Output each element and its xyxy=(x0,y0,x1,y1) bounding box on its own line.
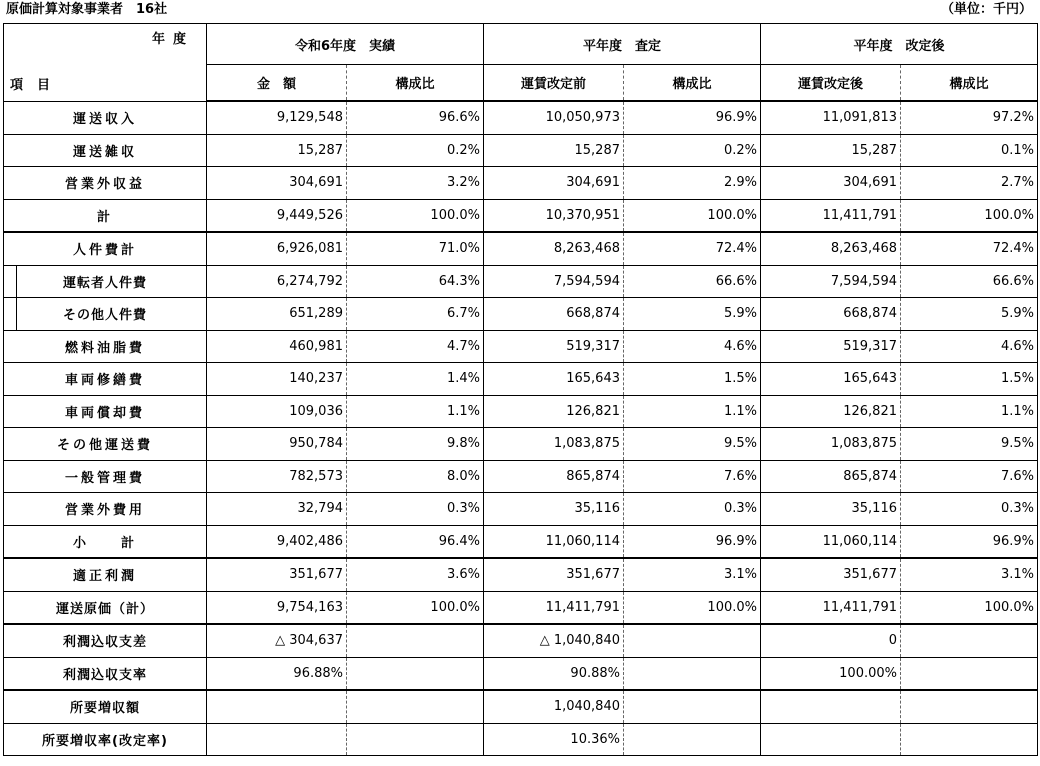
ratio-cell xyxy=(901,657,1038,690)
amount-cell xyxy=(207,723,347,756)
group-header: 平年度 査定 xyxy=(484,24,761,65)
amount-cell: 460,981 xyxy=(207,330,347,363)
ratio-cell: 96.4% xyxy=(347,525,484,558)
ratio-cell: 72.4% xyxy=(624,232,761,265)
row-label: 燃料油脂費 xyxy=(4,330,207,363)
ratio-cell: 3.1% xyxy=(624,558,761,591)
amount-cell: 351,677 xyxy=(484,558,624,591)
amount-cell: 668,874 xyxy=(484,298,624,331)
amount-cell: 950,784 xyxy=(207,428,347,461)
amount-cell: 1,083,875 xyxy=(484,428,624,461)
ratio-cell: 7.6% xyxy=(624,460,761,493)
ratio-cell: 100.0% xyxy=(901,199,1038,232)
table-row xyxy=(4,101,1038,134)
ratio-cell: 100.0% xyxy=(624,591,761,624)
ratio-cell: 7.6% xyxy=(901,460,1038,493)
amount-cell: 32,794 xyxy=(207,493,347,526)
amount-cell: 351,677 xyxy=(761,558,901,591)
amount-cell: 35,116 xyxy=(484,493,624,526)
ratio-cell: 0.3% xyxy=(347,493,484,526)
ratio-cell: 1.5% xyxy=(901,363,1038,396)
ratio-cell: 1.1% xyxy=(901,395,1038,428)
amount-cell: 10,370,951 xyxy=(484,199,624,232)
ratio-cell: 0.1% xyxy=(901,134,1038,167)
table-row xyxy=(4,395,1038,428)
ratio-cell: 0.2% xyxy=(624,134,761,167)
amount-cell: 126,821 xyxy=(484,395,624,428)
ratio-cell: 100.0% xyxy=(901,591,1038,624)
unit-label: （単位：千円） xyxy=(940,2,1032,17)
corner-year-label: 年度 xyxy=(151,32,194,47)
corner-header xyxy=(4,24,207,102)
ratio-cell: 4.6% xyxy=(624,330,761,363)
amount-cell: 11,411,791 xyxy=(484,591,624,624)
table-row xyxy=(4,428,1038,461)
header-row-groups xyxy=(4,24,1038,65)
amount-cell: 865,874 xyxy=(761,460,901,493)
amount-cell: 10,050,973 xyxy=(484,101,624,134)
amount-cell: 668,874 xyxy=(761,298,901,331)
amount-cell: △ 304,637 xyxy=(207,624,347,657)
amount-cell: 7,594,594 xyxy=(761,265,901,298)
sub-header: 構成比 xyxy=(347,65,484,102)
ratio-cell: 100.0% xyxy=(347,199,484,232)
amount-cell: 15,287 xyxy=(761,134,901,167)
ratio-cell: 9.5% xyxy=(624,428,761,461)
ratio-cell: 71.0% xyxy=(347,232,484,265)
ratio-cell: 96.9% xyxy=(624,101,761,134)
ratio-cell xyxy=(347,624,484,657)
table-row xyxy=(4,199,1038,232)
table-row xyxy=(4,723,1038,756)
amount-cell: 35,116 xyxy=(761,493,901,526)
group-header: 平年度 改定後 xyxy=(761,24,1038,65)
ratio-cell xyxy=(347,657,484,690)
amount-cell: 11,411,791 xyxy=(761,199,901,232)
ratio-cell: 0.3% xyxy=(901,493,1038,526)
amount-cell: 11,060,114 xyxy=(761,525,901,558)
amount-cell: 10.36% xyxy=(484,723,624,756)
row-label: 人件費計 xyxy=(4,232,207,265)
ratio-cell xyxy=(624,723,761,756)
row-label: 利潤込収支率 xyxy=(4,657,207,690)
ratio-cell xyxy=(901,723,1038,756)
row-label: 所要増収率(改定率) xyxy=(4,723,207,756)
amount-cell: 1,083,875 xyxy=(761,428,901,461)
ratio-cell: 3.6% xyxy=(347,558,484,591)
row-label: 運送収入 xyxy=(4,101,207,134)
amount-cell: 304,691 xyxy=(484,167,624,200)
amount-cell: 96.88% xyxy=(207,657,347,690)
amount-cell: 8,263,468 xyxy=(761,232,901,265)
ratio-cell xyxy=(901,624,1038,657)
amount-cell: 140,237 xyxy=(207,363,347,396)
amount-cell: 6,926,081 xyxy=(207,232,347,265)
ratio-cell: 0.3% xyxy=(624,493,761,526)
ratio-cell: 72.4% xyxy=(901,232,1038,265)
amount-cell: △ 1,040,840 xyxy=(484,624,624,657)
row-label: 一般管理費 xyxy=(4,460,207,493)
ratio-cell: 9.8% xyxy=(347,428,484,461)
amount-cell: 11,411,791 xyxy=(761,591,901,624)
row-label: 計 xyxy=(4,199,207,232)
amount-cell: 15,287 xyxy=(484,134,624,167)
row-label: 営業外費用 xyxy=(4,493,207,526)
ratio-cell: 2.7% xyxy=(901,167,1038,200)
ratio-cell: 4.6% xyxy=(901,330,1038,363)
ratio-cell xyxy=(624,690,761,723)
row-label: 運送原価（計） xyxy=(4,591,207,624)
table-row xyxy=(4,363,1038,396)
amount-cell: 100.00% xyxy=(761,657,901,690)
amount-cell: 351,677 xyxy=(207,558,347,591)
amount-cell: 304,691 xyxy=(207,167,347,200)
ratio-cell: 100.0% xyxy=(624,199,761,232)
amount-cell: 126,821 xyxy=(761,395,901,428)
amount-cell: 519,317 xyxy=(484,330,624,363)
ratio-cell: 0.2% xyxy=(347,134,484,167)
ratio-cell: 9.5% xyxy=(901,428,1038,461)
row-label: その他人件費 xyxy=(4,298,207,331)
ratio-cell: 1.1% xyxy=(347,395,484,428)
table-row xyxy=(4,690,1038,723)
ratio-cell: 4.7% xyxy=(347,330,484,363)
table-row xyxy=(4,558,1038,591)
table-row xyxy=(4,493,1038,526)
ratio-cell: 1.4% xyxy=(347,363,484,396)
ratio-cell: 66.6% xyxy=(624,265,761,298)
table-row xyxy=(4,134,1038,167)
table-row xyxy=(4,232,1038,265)
ratio-cell: 1.1% xyxy=(624,395,761,428)
amount-cell: 90.88% xyxy=(484,657,624,690)
row-label: その他運送費 xyxy=(4,428,207,461)
ratio-cell: 8.0% xyxy=(347,460,484,493)
ratio-cell xyxy=(347,690,484,723)
table-row xyxy=(4,525,1038,558)
ratio-cell: 2.9% xyxy=(624,167,761,200)
amount-cell: 165,643 xyxy=(761,363,901,396)
sub-header: 金 額 xyxy=(207,65,347,102)
amount-cell: 865,874 xyxy=(484,460,624,493)
row-label: 運転者人件費 xyxy=(4,265,207,298)
ratio-cell: 97.2% xyxy=(901,101,1038,134)
ratio-cell: 96.6% xyxy=(347,101,484,134)
amount-cell: 519,317 xyxy=(761,330,901,363)
ratio-cell: 5.9% xyxy=(624,298,761,331)
table-row xyxy=(4,167,1038,200)
amount-cell: 9,449,526 xyxy=(207,199,347,232)
row-label: 車両修繕費 xyxy=(4,363,207,396)
ratio-cell xyxy=(347,723,484,756)
amount-cell: 109,036 xyxy=(207,395,347,428)
amount-cell: 9,402,486 xyxy=(207,525,347,558)
amount-cell: 11,091,813 xyxy=(761,101,901,134)
ratio-cell xyxy=(624,624,761,657)
ratio-cell: 6.7% xyxy=(347,298,484,331)
ratio-cell: 66.6% xyxy=(901,265,1038,298)
ratio-cell xyxy=(901,690,1038,723)
amount-cell: 15,287 xyxy=(207,134,347,167)
ratio-cell: 64.3% xyxy=(347,265,484,298)
amount-cell: 7,594,594 xyxy=(484,265,624,298)
ratio-cell: 1.5% xyxy=(624,363,761,396)
amount-cell: 6,274,792 xyxy=(207,265,347,298)
row-label: 利潤込収支差 xyxy=(4,624,207,657)
ratio-cell xyxy=(624,657,761,690)
ratio-cell: 5.9% xyxy=(901,298,1038,331)
sub-header: 構成比 xyxy=(901,65,1038,102)
amount-cell xyxy=(207,690,347,723)
amount-cell: 165,643 xyxy=(484,363,624,396)
amount-cell: 8,263,468 xyxy=(484,232,624,265)
sub-header: 運賃改定後 xyxy=(761,65,901,102)
row-label: 車両償却費 xyxy=(4,395,207,428)
amount-cell: 9,129,548 xyxy=(207,101,347,134)
cost-table xyxy=(3,23,1038,756)
table-row xyxy=(4,591,1038,624)
table-row xyxy=(4,265,1038,298)
sub-header: 構成比 xyxy=(624,65,761,102)
amount-cell: 11,060,114 xyxy=(484,525,624,558)
table-caption: 原価計算対象事業者 16社 xyxy=(6,2,168,17)
table-row xyxy=(4,298,1038,331)
table-row xyxy=(4,624,1038,657)
amount-cell xyxy=(761,723,901,756)
sub-header: 運賃改定前 xyxy=(484,65,624,102)
group-header: 令和6年度 実績 xyxy=(207,24,484,65)
row-label: 適正利潤 xyxy=(4,558,207,591)
amount-cell: 304,691 xyxy=(761,167,901,200)
table-row xyxy=(4,330,1038,363)
amount-cell: 651,289 xyxy=(207,298,347,331)
row-label: 小 計 xyxy=(4,525,207,558)
table-row xyxy=(4,657,1038,690)
ratio-cell: 3.1% xyxy=(901,558,1038,591)
row-label: 運送雑収 xyxy=(4,134,207,167)
amount-cell xyxy=(761,690,901,723)
amount-cell: 0 xyxy=(761,624,901,657)
row-label: 営業外収益 xyxy=(4,167,207,200)
ratio-cell: 3.2% xyxy=(347,167,484,200)
row-label: 所要増収額 xyxy=(4,690,207,723)
amount-cell: 782,573 xyxy=(207,460,347,493)
ratio-cell: 100.0% xyxy=(347,591,484,624)
ratio-cell: 96.9% xyxy=(624,525,761,558)
table-row xyxy=(4,460,1038,493)
corner-item-label: 項目 xyxy=(10,77,65,93)
ratio-cell: 96.9% xyxy=(901,525,1038,558)
amount-cell: 9,754,163 xyxy=(207,591,347,624)
amount-cell: 1,040,840 xyxy=(484,690,624,723)
